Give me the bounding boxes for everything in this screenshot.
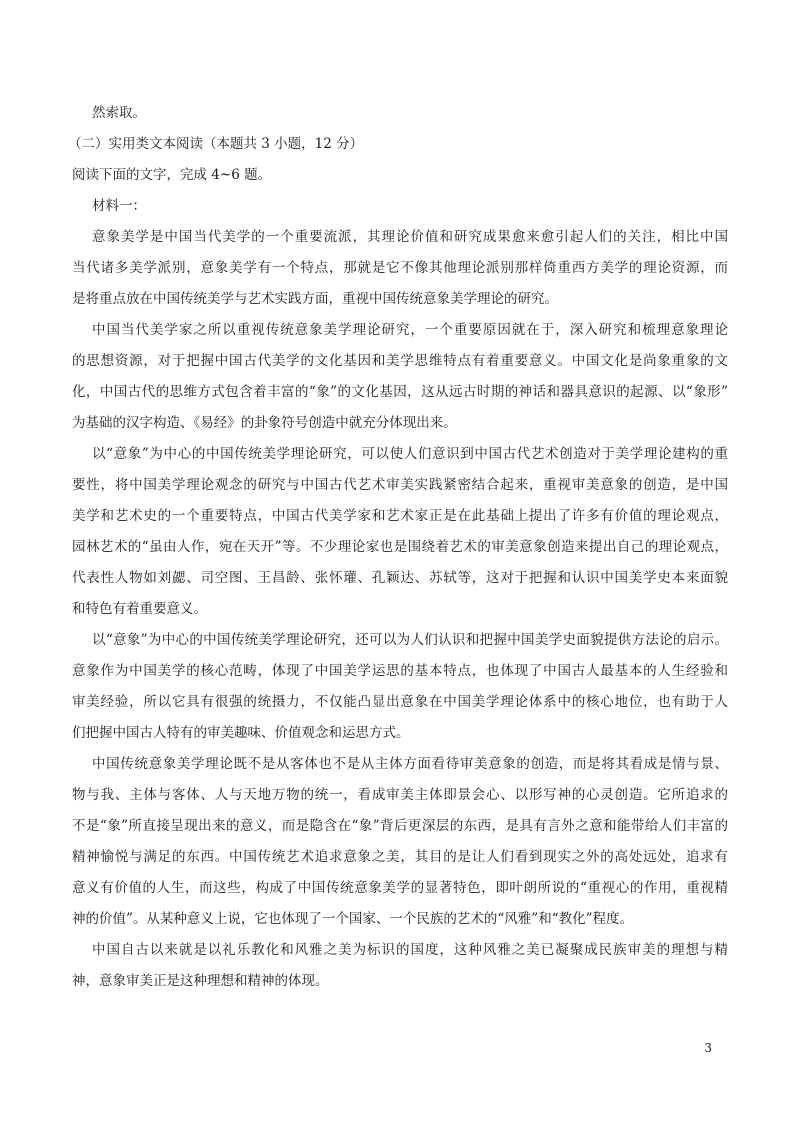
paragraph	[72, 935, 728, 997]
paragraph-line: 意象作为中国美学的核心范畴，体现了中国美学运思的基本特点，也体现了中国古人最基本的人生经验和	[72, 663, 728, 679]
paragraph-line: 是将重点放在中国传统美学与艺术实践方面，重视中国传统意象美学理论的研究。	[72, 291, 558, 307]
paragraph-line: 中国传统意象美学理论既不是从客体也不是从主体方面看待审美意象的创造，而是将其看成是情与景、	[92, 756, 728, 772]
paragraph-line: 园林艺术的“虽由人作，宛在天开”等。不少理论家也是围绕着艺术的审美意象创造来提出自己的理论观点，	[72, 539, 728, 555]
article-body	[72, 222, 728, 997]
paragraph	[72, 315, 728, 439]
paragraph-line: 神的价值”。从某种意义上说，它也体现了一个国家、一个民族的艺术的“风雅”和“教化”程度。	[72, 911, 634, 927]
paragraph	[72, 222, 728, 315]
paragraph	[72, 625, 728, 749]
paragraph-line: 以“意象”为中心的中国传统美学理论研究，可以使人们意识到中国古代艺术创造对于美学理论建构的重	[92, 446, 728, 462]
paragraph-line: 要性，将中国美学理论观念的研究与中国古代艺术审美实践紧密结合起来，重视审美意象的创造，是中国	[72, 477, 728, 493]
paragraph-line: 当代诸多美学派别，意象美学有一个特点，那就是它不像其他理论派别那样倚重西方美学的理论资源，而	[72, 260, 728, 276]
paragraph-line: 意义有价值的人生，而这些，构成了中国传统意象美学的显著特色，即叶朗所说的“重视心的作用，重视精	[72, 880, 728, 896]
paragraph-line: 审美经验，所以它具有很强的统摄力，不仅能凸显出意象在中国美学理论体系中的核心地位，也有助于人	[72, 694, 728, 710]
paragraph-line: 中国自古以来就是以礼乐教化和风雅之美为标识的国度，这种风雅之美已凝聚成民族审美的理想与精	[92, 942, 728, 958]
paragraph-line: 的思想资源，对于把握中国古代美学的文化基因和美学思维特点有着重要意义。中国文化是尚象重象的文	[72, 353, 728, 369]
paragraph-line: 中国当代美学家之所以重视传统意象美学理论研究，一个重要原因就在于，深入研究和梳理意象理论	[92, 322, 728, 338]
paragraph-line: 精神愉悦与满足的东西。中国传统艺术追求意象之美，其目的是让人们看到现实之外的高处远处，追求有	[72, 849, 728, 865]
paragraph-line: 神，意象审美正是这种理想和精神的体现。	[72, 973, 329, 989]
paragraph-line: 以“意象”为中心的中国传统美学理论研究，还可以为人们认识和把握中国美学史面貌提供方法论的启示。	[92, 632, 728, 648]
reading-instruction: 阅读下面的文字，完成 4~6 题。	[72, 167, 272, 183]
paragraph	[72, 439, 728, 625]
paragraph	[72, 749, 728, 935]
paragraph-line: 不是“象”所直接呈现出来的意义，而是隐含在“象”背后更深层的东西，是具有言外之意和能带给人们丰富的	[72, 818, 728, 834]
paragraph-line: 代表性人物如刘勰、司空图、王昌龄、张怀瓘、孔颖达、苏轼等，这对于把握和认识中国美学史本来面貌	[72, 570, 728, 586]
paragraph-line: 为基础的汉字构造、《易经》的卦象符号创造中就充分体现出来。	[72, 415, 457, 431]
page-number: 3	[704, 1041, 712, 1055]
section-heading: （二）实用类文本阅读（本题共 3 小题，12 分）	[68, 136, 364, 152]
continuation-text: 然索取。	[92, 105, 146, 121]
material-label: 材料一：	[92, 198, 146, 214]
paragraph-line: 美学和艺术史的一个重要特点，中国古代美学家和艺术家正是在此基础上提出了许多有价值的理论观点，	[72, 508, 728, 524]
paragraph-line: 化，中国古代的思维方式包含着丰富的“象”的文化基因，这从远古时期的神话和器具意识的起源、以“象形”	[72, 384, 728, 400]
paragraph-line: 们把握中国古人特有的审美趣味、价值观念和运思方式。	[72, 725, 410, 741]
paragraph-line: 和特色有着重要意义。	[72, 601, 207, 617]
page-content	[68, 98, 728, 997]
paragraph-line: 意象美学是中国当代美学的一个重要流派，其理论价值和研究成果愈来愈引起人们的关注，相比中国	[92, 229, 728, 245]
paragraph-line: 物与我、主体与客体、人与天地万物的统一，看成审美主体即景会心、以形写神的心灵创造。它所追求的	[72, 787, 728, 803]
